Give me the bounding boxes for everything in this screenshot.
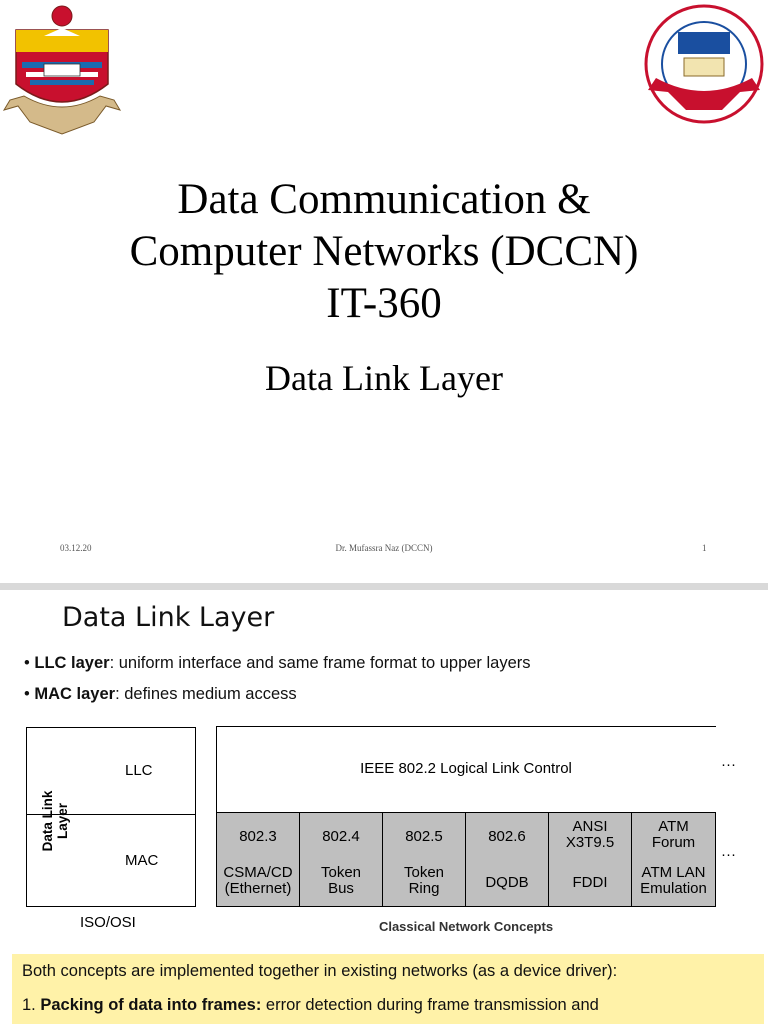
- title-line-1: Data Communication &: [177, 176, 591, 223]
- mac-standard-cell: [632, 813, 715, 906]
- bullet-mac: [24, 685, 297, 704]
- subtitle: Data Link Layer: [265, 358, 503, 398]
- side-label-line-2: Layer: [55, 802, 70, 840]
- cell-standard-id: 802.4: [322, 828, 360, 845]
- title-line-2: Computer Networks (DCCN): [129, 228, 639, 275]
- cell-standard-id: ATM Forum: [651, 818, 696, 851]
- cell-standard-name: DQDB: [485, 874, 529, 891]
- list-number: 1.: [22, 996, 41, 1014]
- ieee-top-line: [216, 726, 716, 727]
- side-label-line-1: Data Link: [40, 790, 55, 852]
- classical-concepts-caption: Classical Network Concepts: [378, 919, 554, 934]
- callout-term: Packing of data into frames:: [40, 996, 262, 1014]
- mac-standards-row: [216, 812, 716, 907]
- bullet-dot: •: [24, 654, 35, 672]
- cell-standard-id: 802.5: [405, 828, 443, 845]
- callout-line-1: Both concepts are implemented together in existing networks (as a device driver):: [22, 962, 618, 980]
- mac-standard-cell: [466, 813, 549, 906]
- callout-line-2: [22, 996, 599, 1015]
- iso-llc-label: LLC: [125, 762, 153, 779]
- highlight-callout: [12, 954, 764, 1024]
- iso-mac-label: MAC: [125, 852, 159, 869]
- ieee-llc-label: IEEE 802.2 Logical Link Control: [360, 760, 572, 777]
- cell-standard-name: Token Ring: [403, 864, 445, 897]
- ibit-logo: [634, 0, 768, 132]
- mac-standard-cell: [300, 813, 383, 906]
- cell-standard-name: Token Bus: [320, 864, 362, 897]
- mac-standard-cell: [383, 813, 466, 906]
- iso-osi-caption: ISO/OSI: [80, 914, 136, 931]
- slide-divider: [0, 583, 768, 590]
- slide-title: Data Link Layer: [62, 602, 275, 633]
- mac-standard-cell: [217, 813, 300, 906]
- cell-standard-name: ATM LAN Emulation: [640, 864, 707, 897]
- cell-standard-id: 802.3: [239, 828, 277, 845]
- bullet-llc-term: LLC layer: [34, 654, 110, 672]
- ellipsis-llc: ···: [721, 756, 736, 773]
- footer-page-number: 1: [702, 543, 707, 553]
- footer-author: Dr. Mufassra Naz (DCCN): [335, 543, 433, 553]
- cell-standard-name: CSMA/CD (Ethernet): [223, 864, 293, 897]
- bullet-llc-desc: : uniform interface and same frame format to upper layers: [109, 654, 531, 672]
- callout-desc: error detection during frame transmission and: [261, 996, 599, 1014]
- ellipsis-mac: ···: [721, 846, 736, 863]
- footer-date: 03.12.20: [60, 543, 92, 553]
- punjab-university-logo: [0, 0, 124, 150]
- bullet-mac-desc: : defines medium access: [115, 685, 297, 703]
- title-line-3: IT-360: [326, 280, 442, 327]
- data-link-layer-side-label: [40, 771, 70, 871]
- bullet-llc: [24, 654, 531, 673]
- iso-osi-box: [26, 727, 196, 907]
- content-slide: [0, 590, 768, 1024]
- cell-standard-id: ANSI X3T9.5: [565, 818, 615, 851]
- bullet-mac-term: MAC layer: [34, 685, 116, 703]
- mac-standard-cell: [549, 813, 632, 906]
- bullet-dot: •: [24, 685, 35, 703]
- cell-standard-name: FDDI: [572, 874, 608, 891]
- cell-standard-id: 802.6: [488, 828, 526, 845]
